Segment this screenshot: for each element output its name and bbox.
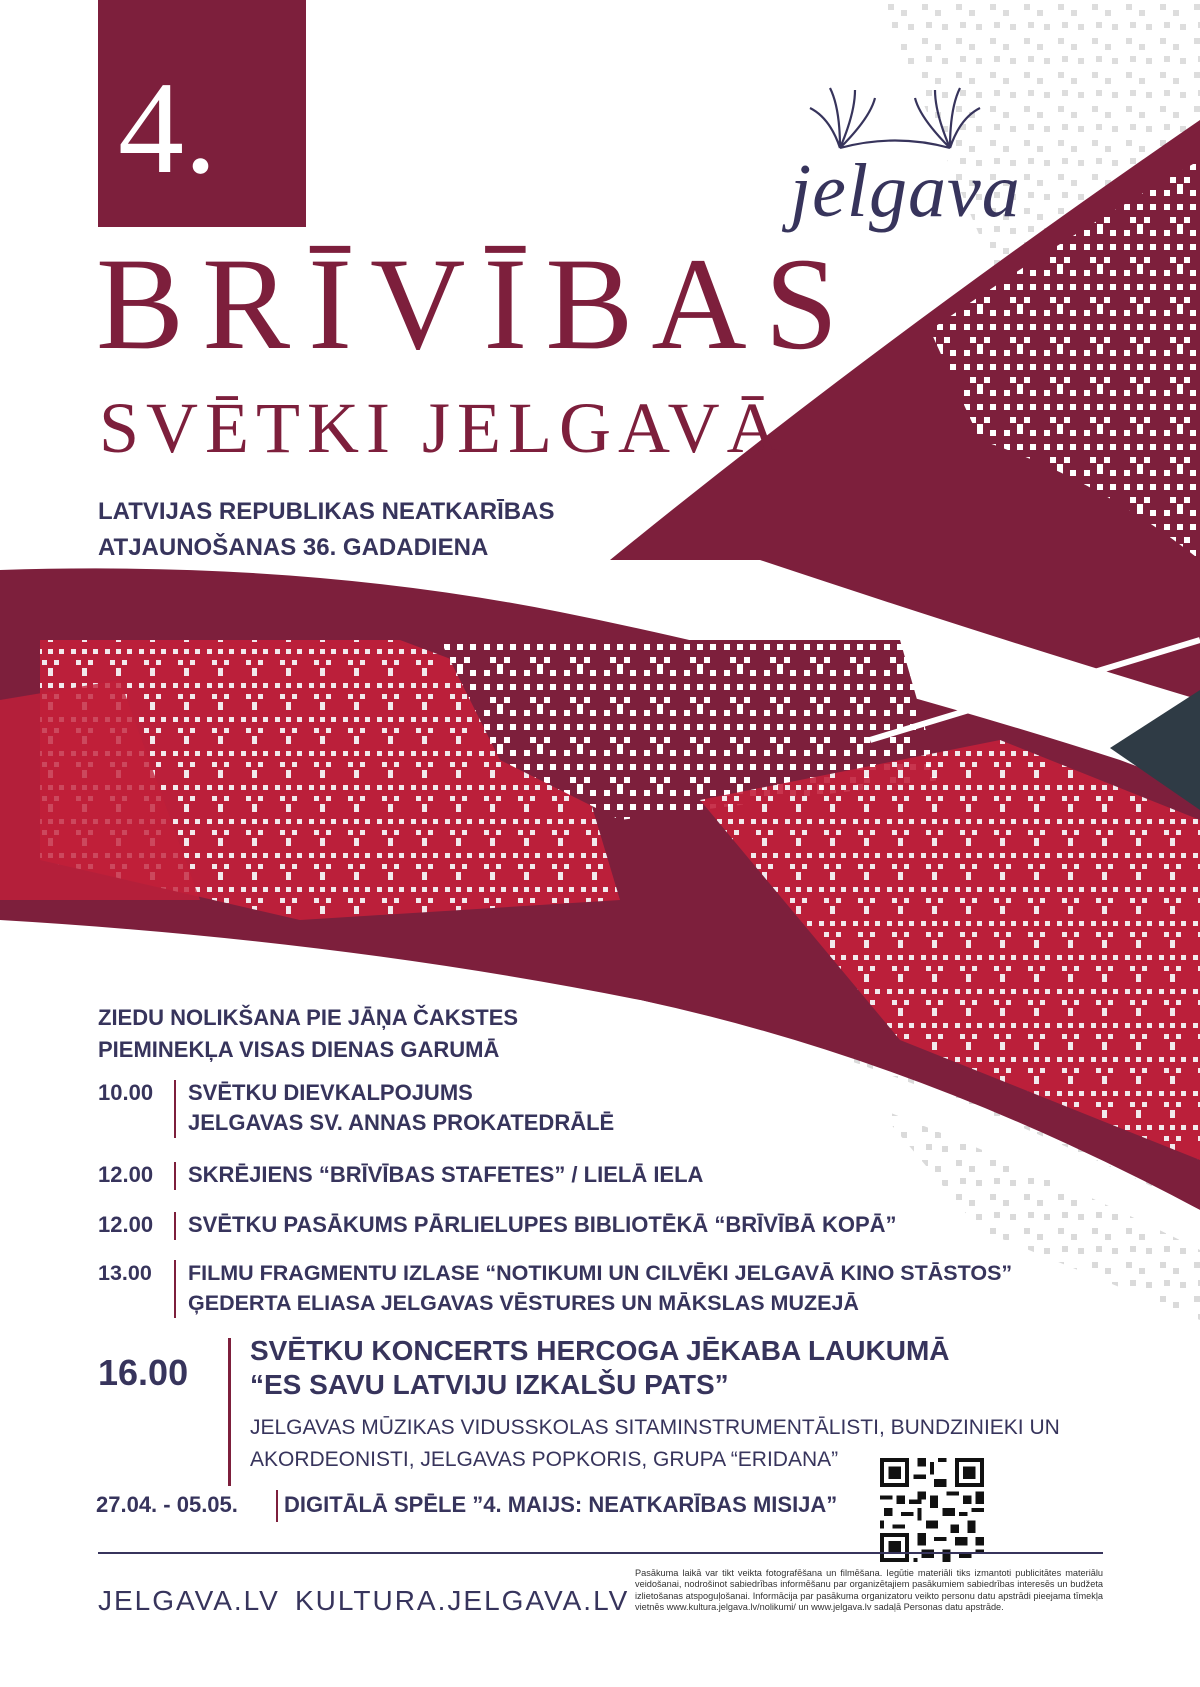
- program-text: [188, 1258, 1012, 1318]
- logo-text: jelgava: [790, 149, 1021, 233]
- concert-performers-line2: AKORDEONISTI, JELGAVAS POPKORIS, GRUPA “ERIDANA”: [250, 1448, 839, 1471]
- footer-rule: [98, 1552, 1103, 1554]
- program-line1: SVĒTKU PASĀKUMS PĀRLIELUPES BIBLIOTĒKĀ “BRĪVĪBĀ KOPĀ”: [188, 1212, 897, 1237]
- program-time: 12.00: [98, 1212, 154, 1237]
- program-divider: [174, 1260, 176, 1318]
- program-text: [188, 1160, 703, 1190]
- game-divider: [276, 1490, 278, 1522]
- flower-laying-note: [98, 1002, 518, 1066]
- program-divider: [174, 1080, 176, 1138]
- program-text: [188, 1210, 897, 1240]
- program-line2: ĢEDERTA ELIASA JELGAVAS VĒSTURES UN MĀKSLAS MUZEJĀ: [188, 1291, 859, 1315]
- concert-subtitle: “ES SAVU LATVIJU IZKALŠU PATS”: [250, 1369, 729, 1400]
- disclaimer-text: Pasākuma laikā var tikt veikta fotografēšana un filmēšana. Iegūtie materiāli tiks izmantoti publicitātes materiālu veidošanai, nodrošinot sabiedrības informēšanu par organizētajiem pasākumiem sabiedrības interesēs un budžeta izlietošanas atspoguļošanai. Informācija par pasākuma organizatoru veikto personu datu apstrādi pieejama tīmekļa vietnēs www.kultura.jelgava.lv/nolikumi/ un www.jelgava.lv sadaļā Personas datu apstrāde.: [635, 1568, 1103, 1612]
- subtitle: [98, 494, 554, 566]
- program-line1: SKRĒJIENS “BRĪVĪBAS STAFETES” / LIELĀ IELA: [188, 1162, 704, 1187]
- date-box: [98, 0, 387, 227]
- flowers-line1: ZIEDU NOLIKŠANA PIE JĀŅA ČAKSTES: [98, 1005, 519, 1030]
- program-text: [188, 1078, 614, 1138]
- site-link-jelgava[interactable]: JELGAVA.LV: [98, 1585, 280, 1616]
- concert-performers-line1: JELGAVAS MŪZIKAS VIDUSSKOLAS SITAMINSTRUMENTĀLISTI, BUNDZINIEKI UN: [250, 1416, 1060, 1439]
- date-number: 4.: [118, 54, 217, 201]
- main-title-line2: SVĒTKI JELGAVĀ: [99, 388, 786, 468]
- moose-antlers-icon: [800, 78, 1000, 158]
- program-line1: SVĒTKU DIEVKALPOJUMS: [188, 1080, 473, 1105]
- subtitle-line1: LATVIJAS REPUBLIKAS NEATKARĪBAS: [98, 498, 555, 525]
- main-title: BRĪVĪBAS: [96, 230, 857, 377]
- game-title: DIGITĀLĀ SPĒLE ”4. MAIJS: NEATKARĪBAS MISIJA”: [284, 1492, 838, 1517]
- jelgava-logo: [770, 78, 1090, 248]
- program-divider: [174, 1212, 176, 1240]
- concert-title: SVĒTKU KONCERTS HERCOGA JĒKABA LAUKUMĀ: [250, 1335, 950, 1366]
- flowers-line2: PIEMINEKĻA VISAS DIENAS GARUMĀ: [98, 1037, 500, 1062]
- program-line2: JELGAVAS SV. ANNAS PROKATEDRĀLĒ: [188, 1110, 615, 1135]
- game-dates: 27.04. - 05.05.: [96, 1492, 238, 1517]
- concert-divider: [228, 1338, 231, 1486]
- date-month: maijs: [331, 103, 387, 212]
- program-time: 13.00: [98, 1261, 152, 1285]
- concert-time: 16.00: [98, 1352, 189, 1393]
- program-line1: FILMU FRAGMENTU IZLASE “NOTIKUMI UN CILVĒKI JELGAVĀ KINO STĀSTOS”: [188, 1261, 1013, 1285]
- subtitle-line2: ATJAUNOŠANAS 36. GADADIENA: [98, 534, 489, 561]
- qr-code-icon[interactable]: [880, 1458, 984, 1562]
- site-link-kultura[interactable]: KULTURA.JELGAVA.LV: [295, 1585, 630, 1616]
- program-time: 12.00: [98, 1162, 154, 1187]
- program-time: 10.00: [98, 1080, 154, 1105]
- program-divider: [174, 1162, 176, 1190]
